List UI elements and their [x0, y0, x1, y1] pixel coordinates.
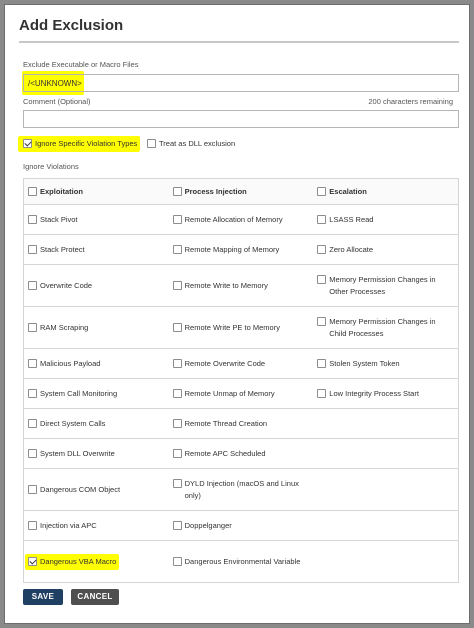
- violation-label: Overwrite Code: [40, 280, 93, 290]
- header-process-injection[interactable]: Process Injection: [169, 179, 314, 204]
- violation-checkbox[interactable]: [28, 419, 37, 428]
- violation-label: RAM Scraping: [40, 322, 89, 332]
- violation-checkbox[interactable]: [28, 359, 37, 368]
- comment-input[interactable]: [23, 110, 459, 128]
- violation-cell: [313, 409, 458, 438]
- violation-cell[interactable]: [169, 379, 314, 408]
- violations-header-row: [24, 179, 458, 205]
- violation-checkbox[interactable]: [28, 245, 37, 254]
- violation-cell[interactable]: [169, 235, 314, 264]
- violation-cell[interactable]: [313, 349, 458, 378]
- violation-checkbox[interactable]: [28, 215, 37, 224]
- violation-cell[interactable]: [24, 541, 169, 582]
- header-escalation[interactable]: Escalation: [313, 179, 458, 204]
- violation-label: Doppelganger: [184, 520, 232, 530]
- violation-label: Remote Overwrite Code: [184, 358, 266, 368]
- violation-cell[interactable]: [313, 235, 458, 264]
- violation-label: Dangerous VBA Macro: [40, 556, 117, 566]
- violation-checkbox[interactable]: [173, 557, 182, 566]
- violation-cell[interactable]: [169, 265, 314, 306]
- violation-checkbox[interactable]: [28, 323, 37, 332]
- violation-checkbox[interactable]: [317, 389, 326, 398]
- violation-checkbox[interactable]: [28, 557, 37, 566]
- violation-cell[interactable]: [169, 469, 314, 510]
- violation-checkbox[interactable]: [28, 449, 37, 458]
- violation-label: Remote Mapping of Memory: [184, 244, 280, 254]
- table-row: [24, 235, 458, 265]
- table-row: [24, 409, 458, 439]
- exclude-files-label: Exclude Executable or Macro Files: [23, 60, 139, 69]
- violation-checkbox[interactable]: [173, 215, 182, 224]
- comment-label: Comment (Optional): [23, 97, 91, 106]
- treat-dll-option[interactable]: [147, 139, 235, 148]
- violation-cell[interactable]: [169, 349, 314, 378]
- violation-checkbox[interactable]: [173, 281, 182, 290]
- violation-cell[interactable]: [169, 511, 314, 540]
- violation-label: Remote Allocation of Memory: [184, 214, 283, 224]
- violation-label: Zero Allocate: [329, 244, 374, 254]
- violation-cell[interactable]: [169, 307, 314, 348]
- violation-label: Stack Pivot: [40, 214, 78, 224]
- violation-checkbox[interactable]: [28, 485, 37, 494]
- table-row: [24, 469, 458, 511]
- violation-cell[interactable]: [169, 205, 314, 234]
- violation-label: Remote APC Scheduled: [184, 448, 266, 458]
- violation-cell[interactable]: [24, 205, 169, 234]
- violation-cell[interactable]: [313, 265, 458, 306]
- violation-cell: [313, 541, 458, 582]
- violation-checkbox[interactable]: [28, 281, 37, 290]
- violation-cell: [313, 469, 458, 510]
- violation-label: Remote Write PE to Memory: [184, 322, 280, 332]
- cancel-button[interactable]: CANCEL: [71, 589, 119, 605]
- add-exclusion-dialog: [4, 4, 470, 624]
- violation-cell[interactable]: [313, 307, 458, 348]
- comment-char-counter: 200 characters remaining: [368, 97, 453, 106]
- violation-label: Malicious Payload: [40, 358, 101, 368]
- violation-cell[interactable]: [313, 379, 458, 408]
- table-row: [24, 349, 458, 379]
- violation-label: Remote Unmap of Memory: [184, 388, 275, 398]
- treat-dll-checkbox[interactable]: [147, 139, 156, 148]
- violation-label: Dangerous COM Object: [40, 484, 121, 494]
- violation-checkbox[interactable]: [28, 389, 37, 398]
- table-row: [24, 265, 458, 307]
- violation-label: LSASS Read: [329, 214, 374, 224]
- treat-dll-label: Treat as DLL exclusion: [159, 139, 236, 148]
- title-divider: [19, 41, 459, 43]
- table-row: [24, 439, 458, 469]
- violation-label: Remote Thread Creation: [184, 418, 268, 428]
- exclude-files-input[interactable]: [23, 74, 459, 92]
- violation-cell[interactable]: [24, 439, 169, 468]
- ignore-specific-checkbox[interactable]: [23, 139, 32, 148]
- violation-checkbox[interactable]: [173, 449, 182, 458]
- dialog-title: Add Exclusion: [19, 17, 124, 34]
- violation-cell: [313, 439, 458, 468]
- violation-label: System DLL Overwrite: [40, 448, 115, 458]
- header-exploitation[interactable]: Exploitation: [24, 179, 169, 204]
- violation-cell[interactable]: [24, 511, 169, 540]
- violation-cell: [313, 511, 458, 540]
- violation-checkbox[interactable]: [317, 275, 326, 284]
- violation-label: System Call Monitoring: [40, 388, 118, 398]
- violation-label: Memory Permission Changes in Other Processes: [329, 274, 436, 296]
- violation-checkbox[interactable]: [173, 419, 182, 428]
- violation-label: Stolen System Token: [329, 358, 400, 368]
- violation-label: Remote Write to Memory: [184, 280, 268, 290]
- violation-checkbox[interactable]: [317, 245, 326, 254]
- violation-label: Direct System Calls: [40, 418, 106, 428]
- violation-label: DYLD Injection (macOS and Linux only): [184, 478, 299, 500]
- violation-cell[interactable]: [24, 469, 169, 510]
- violation-cell[interactable]: [169, 439, 314, 468]
- violation-label: Dangerous Environmental Variable: [184, 556, 301, 566]
- table-row: [24, 307, 458, 349]
- violation-checkbox[interactable]: [173, 521, 182, 530]
- violation-cell[interactable]: [24, 409, 169, 438]
- violation-cell[interactable]: [169, 409, 314, 438]
- checkbox-icon[interactable]: [317, 187, 326, 196]
- violation-checkbox[interactable]: [317, 215, 326, 224]
- violation-cell[interactable]: [313, 205, 458, 234]
- ignore-violations-label: Ignore Violations: [23, 162, 79, 171]
- violation-checkbox[interactable]: [173, 479, 182, 488]
- checkbox-icon[interactable]: [28, 187, 37, 196]
- ignore-specific-option[interactable]: [23, 139, 137, 148]
- violation-checkbox[interactable]: [28, 521, 37, 530]
- save-button[interactable]: SAVE: [23, 589, 63, 605]
- violation-label: Injection via APC: [40, 520, 97, 530]
- violation-label: Low Integrity Process Start: [329, 388, 419, 398]
- violation-checkbox[interactable]: [173, 359, 182, 368]
- violation-label: Stack Protect: [40, 244, 85, 254]
- violation-cell[interactable]: [24, 265, 169, 306]
- violation-label: Memory Permission Changes in Child Processes: [329, 316, 436, 338]
- table-row: [24, 541, 458, 583]
- violation-cell[interactable]: [24, 235, 169, 264]
- table-row: [24, 379, 458, 409]
- ignore-specific-label: Ignore Specific Violation Types: [35, 139, 138, 148]
- violations-table: [23, 178, 459, 583]
- violation-cell[interactable]: [169, 541, 314, 582]
- checkbox-icon[interactable]: [173, 187, 182, 196]
- violation-checkbox[interactable]: [173, 245, 182, 254]
- table-row: [24, 205, 458, 235]
- violation-checkbox[interactable]: [317, 359, 326, 368]
- violation-cell[interactable]: [24, 379, 169, 408]
- violation-checkbox[interactable]: [173, 389, 182, 398]
- violation-cell[interactable]: [24, 307, 169, 348]
- violation-checkbox[interactable]: [173, 323, 182, 332]
- violation-checkbox[interactable]: [317, 317, 326, 326]
- table-row: [24, 511, 458, 541]
- violation-cell[interactable]: [24, 349, 169, 378]
